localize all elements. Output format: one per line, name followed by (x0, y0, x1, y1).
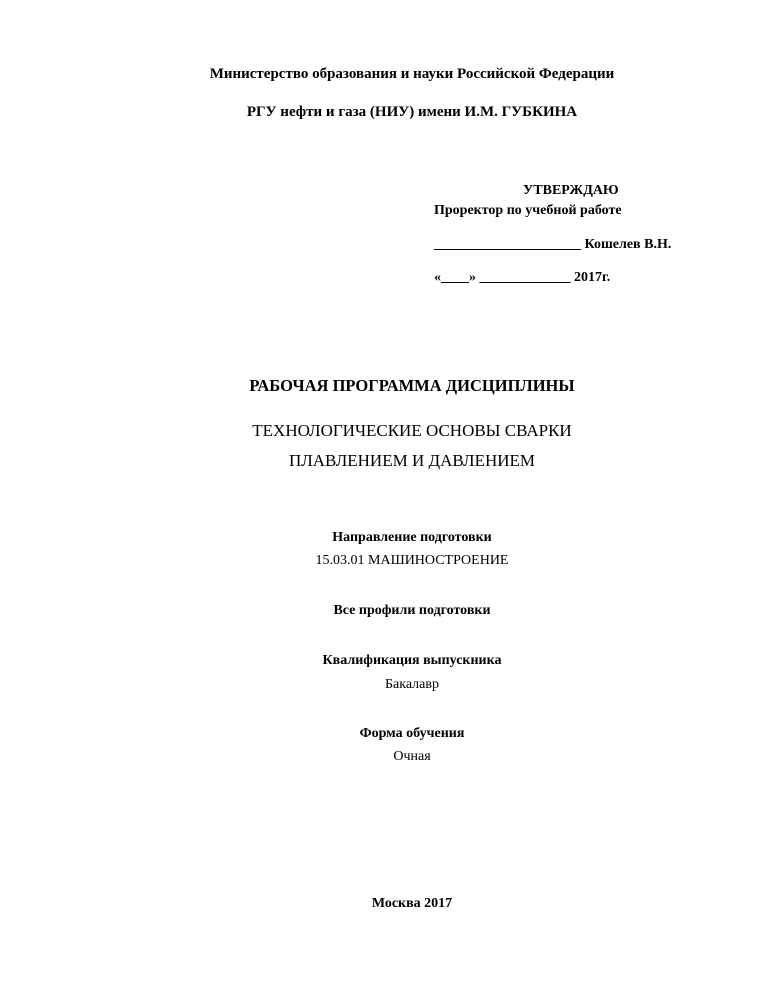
direction-label: Направление подготовки (332, 530, 492, 545)
discipline-title-line1: ТЕХНОЛОГИЧЕСКИЕ ОСНОВЫ СВАРКИ (252, 421, 572, 440)
discipline-title-line2: ПЛАВЛЕНИЕМ И ДАВЛЕНИЕМ (288, 451, 536, 470)
study-form-value: Очная (393, 749, 431, 764)
profiles-label: Все профили подготовки (333, 603, 491, 618)
approval-title: УТВЕРЖДАЮ (523, 183, 619, 198)
approval-date-line: «____» _____________ 2017г. (434, 270, 611, 285)
study-form-label: Форма обучения (359, 726, 465, 741)
qualification-value: Бакалавр (385, 677, 439, 692)
approval-role: Проректор по учебной работе (434, 203, 622, 218)
qualification-label: Квалификация выпускника (322, 653, 502, 668)
approval-signature-line: _____________________ Кошелев В.Н. (434, 237, 672, 252)
university-title: РГУ нефти и газа (НИУ) имени И.М. ГУБКИНА (246, 104, 578, 120)
direction-value: 15.03.01 МАШИНОСТРОЕНИЕ (315, 553, 509, 568)
city-year: Москва 2017 (371, 896, 453, 911)
ministry-title: Министерство образования и науки Российской Федерации (209, 66, 615, 82)
document-type-heading: РАБОЧАЯ ПРОГРАММА ДИСЦИПЛИНЫ (249, 376, 575, 395)
